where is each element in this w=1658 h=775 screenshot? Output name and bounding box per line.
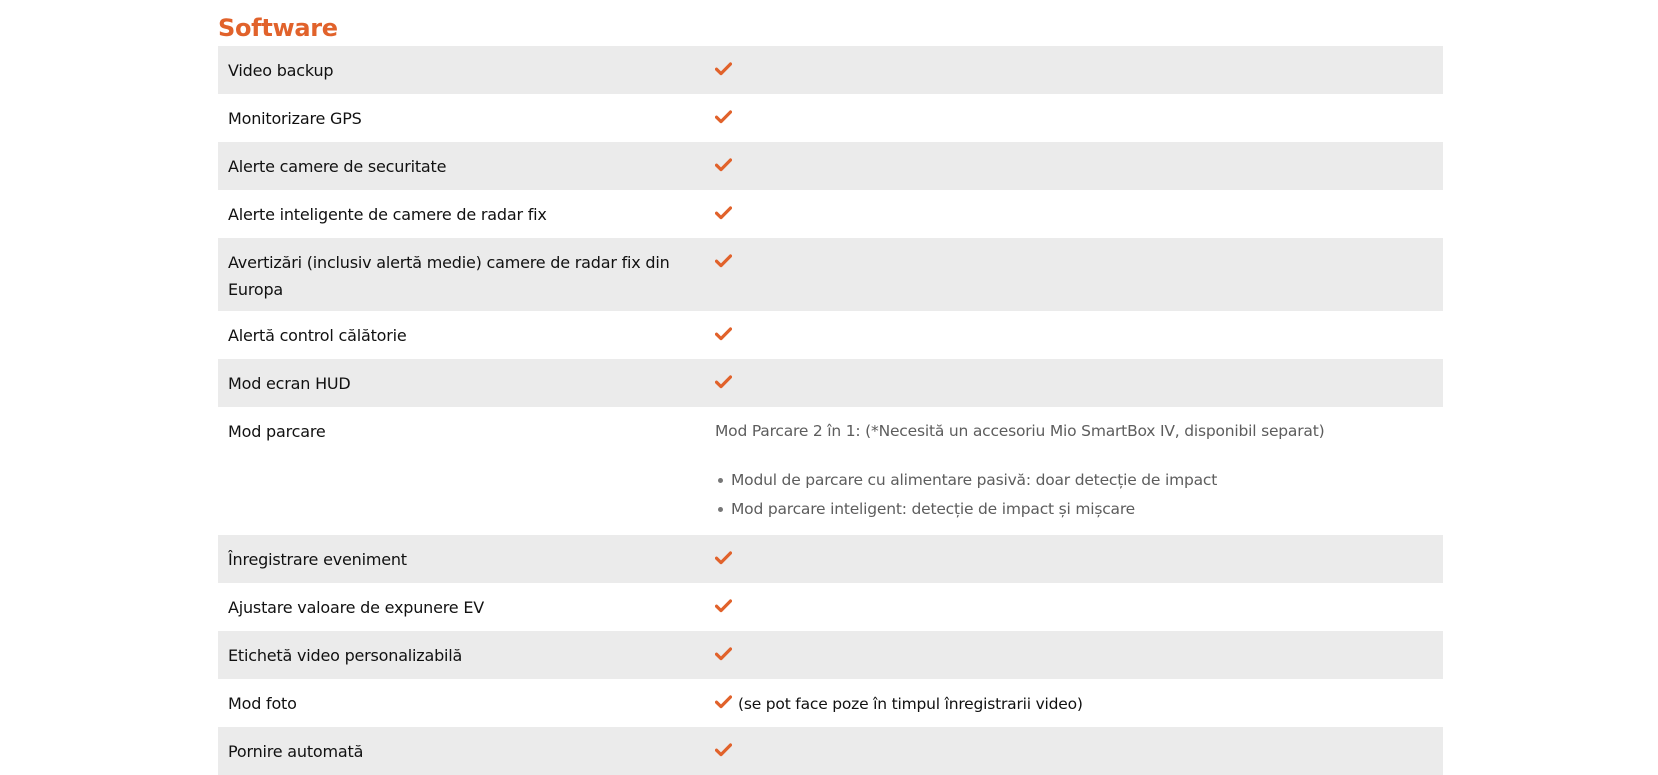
table-row bbox=[218, 359, 1443, 407]
row-value bbox=[715, 359, 1443, 407]
table-row bbox=[218, 583, 1443, 631]
row-value bbox=[715, 631, 1443, 679]
checkmark-icon bbox=[715, 375, 732, 389]
row-label: Înregistrare eveniment bbox=[218, 535, 715, 583]
checkmark-icon bbox=[715, 743, 732, 757]
list-item: Modul de parcare cu alimentare pasivă: doar detecție de impact bbox=[731, 466, 1443, 495]
table-row bbox=[218, 311, 1443, 359]
row-value bbox=[715, 311, 1443, 359]
row-label: Alerte inteligente de camere de radar fix bbox=[218, 190, 715, 238]
checkmark-icon bbox=[715, 110, 732, 124]
row-label: Pornire automată bbox=[218, 727, 715, 775]
checkmark-icon bbox=[715, 206, 732, 220]
table-row bbox=[218, 190, 1443, 238]
parking-mode-intro: Mod Parcare 2 în 1: (*Necesită un accesoriu Mio SmartBox IV, disponibil separat) bbox=[715, 422, 1325, 440]
row-label: Monitorizare GPS bbox=[218, 94, 715, 142]
row-label: Video backup bbox=[218, 46, 715, 94]
table-row-parking-mode bbox=[218, 407, 1443, 535]
section-title: Software bbox=[218, 14, 338, 42]
checkmark-icon bbox=[715, 327, 732, 341]
checkmark-icon bbox=[715, 599, 732, 613]
row-value bbox=[715, 679, 1443, 727]
checkmark-icon bbox=[715, 647, 732, 661]
row-value bbox=[715, 583, 1443, 631]
row-value bbox=[715, 535, 1443, 583]
table-row bbox=[218, 535, 1443, 583]
row-value bbox=[715, 142, 1443, 190]
row-label: Alertă control călătorie bbox=[218, 311, 715, 359]
checkmark-icon bbox=[715, 254, 732, 268]
row-label: Mod foto bbox=[218, 679, 715, 727]
checkmark-icon bbox=[715, 551, 732, 565]
row-value bbox=[715, 94, 1443, 142]
row-label: Avertizări (inclusiv alertă medie) camere de radar fix din Europa bbox=[218, 238, 715, 311]
row-value bbox=[715, 727, 1443, 775]
row-label: Alerte camere de securitate bbox=[218, 142, 715, 190]
row-label: Etichetă video personalizabilă bbox=[218, 631, 715, 679]
row-label: Ajustare valoare de expunere EV bbox=[218, 583, 715, 631]
list-item: Mod parcare inteligent: detecție de impact și mișcare bbox=[731, 495, 1443, 524]
spec-table bbox=[218, 46, 1443, 775]
table-row bbox=[218, 679, 1443, 727]
row-label: Mod ecran HUD bbox=[218, 359, 715, 407]
parking-mode-list bbox=[715, 466, 1443, 524]
row-label: Mod parcare bbox=[218, 407, 715, 535]
software-section bbox=[218, 0, 1443, 775]
row-value bbox=[715, 407, 1443, 535]
table-row bbox=[218, 238, 1443, 311]
table-row bbox=[218, 631, 1443, 679]
table-row bbox=[218, 46, 1443, 94]
table-row bbox=[218, 142, 1443, 190]
row-value bbox=[715, 238, 1443, 311]
checkmark-icon bbox=[715, 62, 732, 76]
checkmark-icon bbox=[715, 158, 732, 172]
table-row bbox=[218, 94, 1443, 142]
checkmark-icon bbox=[715, 695, 732, 709]
row-value bbox=[715, 190, 1443, 238]
table-row bbox=[218, 727, 1443, 775]
row-value bbox=[715, 46, 1443, 94]
row-note: (se pot face poze în timpul înregistrarii video) bbox=[738, 695, 1083, 713]
